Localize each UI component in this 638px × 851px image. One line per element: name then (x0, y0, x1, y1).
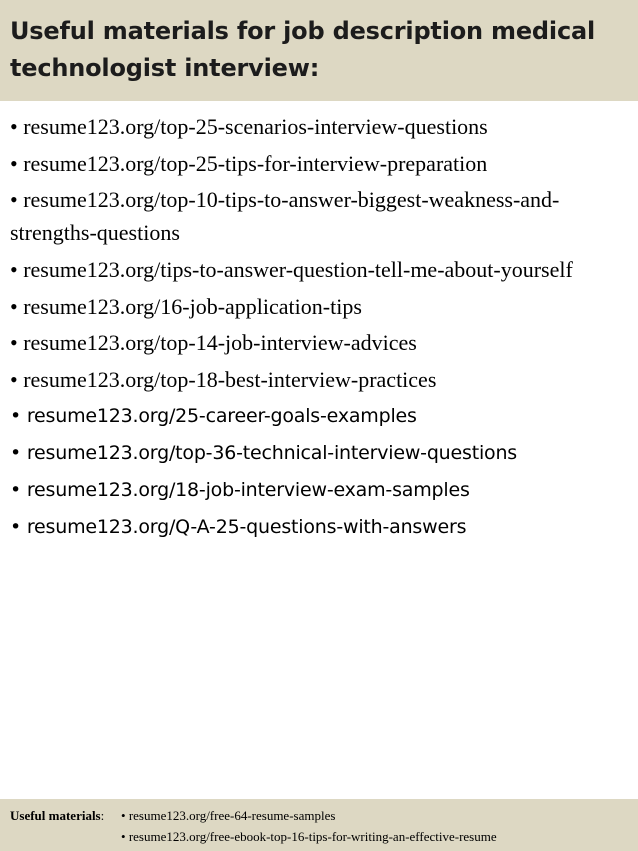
list-item[interactable] (10, 363, 620, 396)
page-footer (0, 799, 638, 851)
page-title: Useful materials for job description medical technologist interview: (10, 17, 595, 82)
footer-label-colon: : (100, 808, 105, 823)
bullet: • (10, 441, 22, 464)
material-link[interactable]: resume123.org/top-10-tips-to-answer-biggest-weakness-and-strengths-questions (10, 187, 560, 246)
material-link[interactable]: resume123.org/18-job-interview-exam-samples (26, 478, 470, 501)
bullet: • (121, 808, 126, 823)
footer-row (10, 826, 638, 847)
bullet: • (10, 404, 22, 427)
footer-link-text[interactable]: resume123.org/free-ebook-top-16-tips-for-writing-an-effective-resume (128, 829, 497, 844)
footer-label (10, 805, 121, 826)
materials-list (10, 110, 620, 548)
bullet: • (10, 478, 22, 501)
list-item[interactable] (10, 147, 620, 180)
material-link[interactable]: resume123.org/top-25-scenarios-interview-questions (23, 114, 488, 139)
footer-link[interactable] (121, 805, 335, 826)
footer-label-text: Useful materials (10, 808, 101, 823)
bullet: • (10, 330, 18, 356)
material-link[interactable]: resume123.org/top-14-job-interview-advices (23, 330, 417, 356)
footer-label-spacer (10, 826, 121, 847)
list-item[interactable] (10, 110, 620, 143)
footer-link[interactable] (121, 826, 497, 847)
material-link[interactable]: resume123.org/tips-to-answer-question-tell-me-about-yourself (23, 257, 573, 283)
list-item[interactable] (10, 474, 620, 507)
bullet: • (10, 114, 18, 139)
bullet: • (121, 829, 126, 844)
list-item[interactable] (10, 183, 620, 249)
bullet: • (10, 367, 18, 393)
material-link[interactable]: resume123.org/16-job-application-tips (23, 293, 362, 319)
page-header (0, 0, 638, 101)
list-item[interactable] (10, 400, 620, 433)
material-link[interactable]: resume123.org/top-25-tips-for-interview-preparation (23, 150, 488, 176)
bullet: • (10, 187, 18, 213)
bullet: • (10, 293, 18, 319)
material-link[interactable]: resume123.org/top-36-technical-interview-questions (26, 441, 518, 464)
list-item[interactable] (10, 437, 620, 470)
footer-link-text[interactable]: resume123.org/free-64-resume-samples (128, 808, 336, 823)
material-link[interactable]: resume123.org/top-18-best-interview-practices (23, 367, 437, 393)
list-item[interactable] (10, 326, 620, 359)
list-item[interactable] (10, 290, 620, 323)
footer-row (10, 805, 638, 826)
bullet: • (10, 515, 22, 538)
list-item[interactable] (10, 253, 620, 286)
material-link[interactable]: resume123.org/Q-A-25-questions-with-answers (26, 515, 467, 538)
list-item[interactable] (10, 511, 620, 544)
bullet: • (10, 150, 18, 176)
bullet: • (10, 257, 18, 283)
material-link[interactable]: resume123.org/25-career-goals-examples (26, 404, 417, 427)
